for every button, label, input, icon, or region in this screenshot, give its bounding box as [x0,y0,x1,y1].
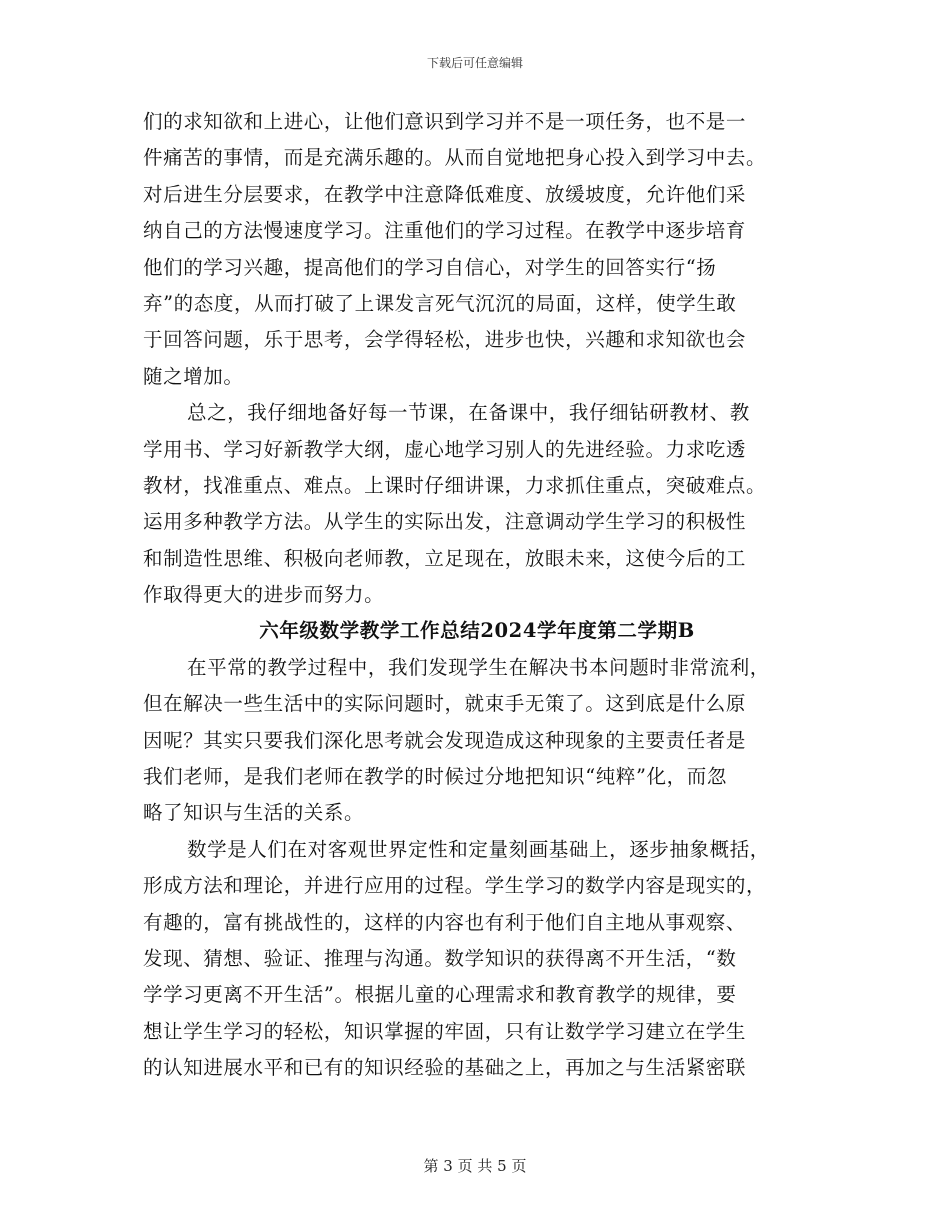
text-line: 发现、猜想、验证、推理与沟通。数学知识的获得离不开生活，“数 [143,946,737,970]
text-line: 于回答问题，乐于思考，会学得轻松，进步也快，兴趣和求知欲也会 [143,328,747,352]
text-line: 学学习更离不开生活”。根据儿童的心理需求和教育教学的规律，要 [143,983,737,1007]
text-line: 但在解决一些生活中的实际问题时，就束手无策了。这到底是什么原 [143,692,747,716]
text-line: 弃”的态度，从而打破了上课发言死气沉沉的局面，这样，使学生敢 [143,291,737,315]
text-line: 对后进生分层要求，在教学中注意降低难度、放缓坡度，允许他们采 [143,182,747,206]
text-line: 教材，找准重点、难点。上课时仔细讲课，力求抓住重点，突破难点。 [143,473,767,497]
text-line: 他们的学习兴趣，提高他们的学习自信心，对学生的回答实行“扬 [143,255,717,279]
text-line: 的认知进展水平和已有的知识经验的基础之上，再加之与生活紧密联 [143,1056,747,1080]
text-line: 我们老师，是我们老师在教学的时候过分地把知识“纯粹”化，而忽 [143,765,727,789]
page-number: 第 3 页 共 5 页 [423,1157,527,1175]
section-title: 六年级数学教学工作总结2024学年度第二学期B [259,619,695,643]
text-line: 作取得更大的进步而努力。 [143,583,385,607]
text-line: 们的求知欲和上进心，让他们意识到学习并不是一项任务，也不是一 [143,110,747,133]
text-line: 有趣的，富有挑战性的，这样的内容也有利于他们自主地从事观察、 [143,910,747,934]
text-line: 总之，我仔细地备好每一节课，在备课中，我仔细钻研教材、教 [187,401,750,425]
document-body [143,104,811,1087]
text-line: 因呢？其实只要我们深化思考就会发现造成这种现象的主要责任者是 [143,728,747,752]
text-line: 运用多种教学方法。从学生的实际出发，注意调动学生学习的积极性 [143,510,747,534]
text-line: 件痛苦的事情，而是充满乐趣的。从而自觉地把身心投入到学习中去。 [143,146,767,170]
text-line: 想让学生学习的轻松，知识掌握的牢固，只有让数学学习建立在学生 [143,1019,747,1043]
text-line: 纳自己的方法慢速度学习。注重他们的学习过程。在教学中逐步培育 [143,219,747,243]
text-line: 学用书、学习好新教学大纲，虚心地学习别人的先进经验。力求吃透 [143,437,747,461]
text-line: 和制造性思维、积极向老师教，立足现在，放眼未来，这使今后的工 [143,546,747,570]
text-line: 在平常的教学过程中，我们发现学生在解决书本问题时非常流利， [187,655,770,679]
text-line: 略了知识与生活的关系。 [143,801,365,825]
text-line: 数学是人们在对客观世界定性和定量刻画基础上，逐步抽象概括， [187,837,770,861]
page-header-note: 下载后可任意编辑 [426,56,523,70]
text-line: 随之增加。 [143,364,244,388]
text-line: 形成方法和理论，并进行应用的过程。学生学习的数学内容是现实的， [143,874,767,898]
